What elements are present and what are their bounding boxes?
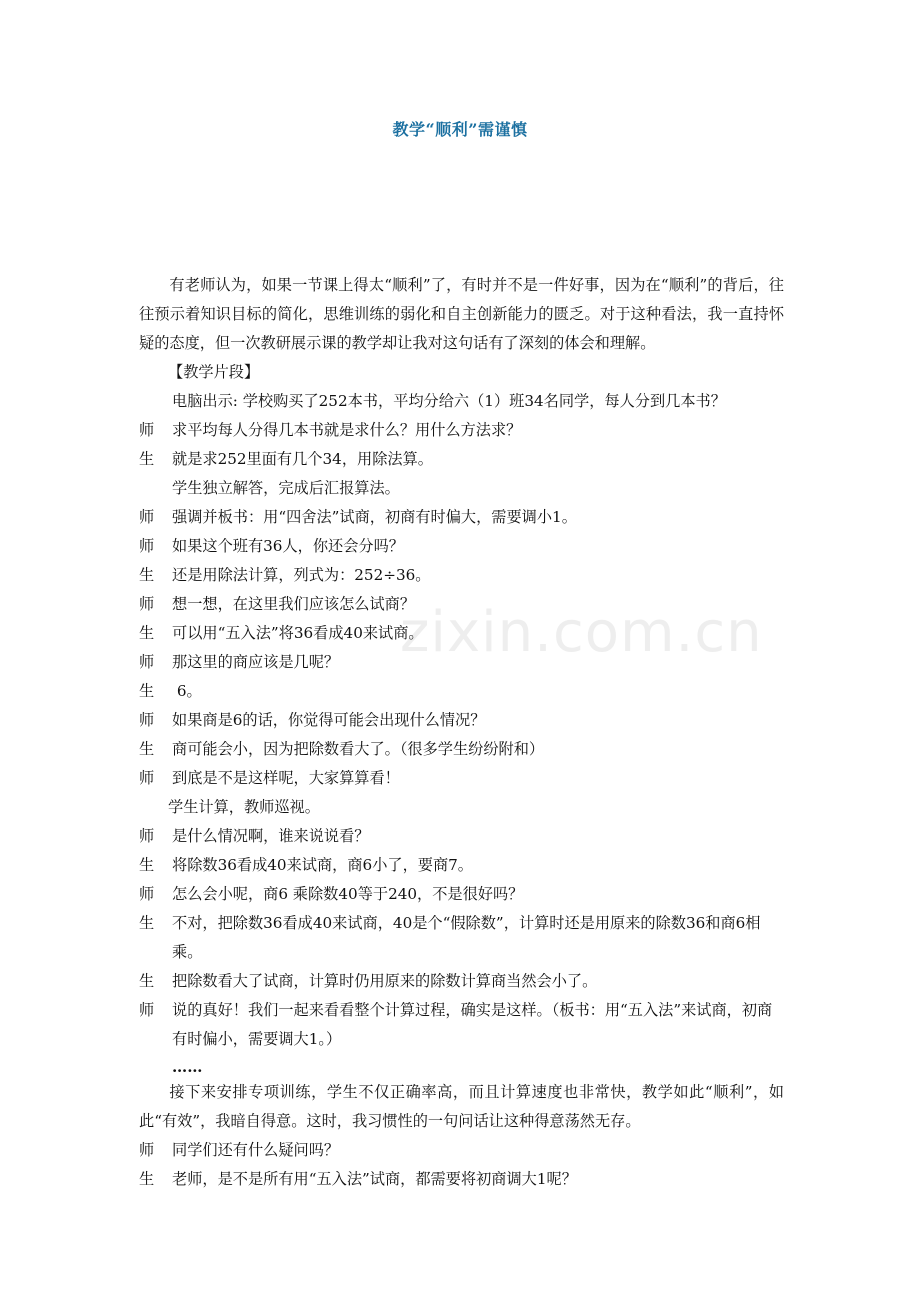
speech-text: 如果这个班有36人，你还会分吗？	[172, 537, 404, 555]
narration-note: 学生计算，教师巡视。	[168, 798, 320, 816]
dialog-line	[139, 677, 784, 706]
section-heading: 【教学片段】	[168, 363, 260, 381]
speaker-label: 师	[139, 508, 155, 526]
dialog-block-2	[139, 503, 784, 793]
speech-text: 那这里的商应该是几呢？	[172, 653, 340, 671]
speaker-label: 师	[139, 1141, 155, 1159]
speech-text: 就是求252里面有几个34，用除法算。	[172, 450, 433, 468]
dialog-line	[139, 706, 784, 735]
dialog-line	[139, 416, 784, 445]
dialog-line	[139, 822, 784, 851]
speaker-label: 师	[139, 827, 155, 845]
speech-text: 到底是不是这样呢，大家算算看！	[172, 769, 400, 787]
speaker-label: 生	[139, 1170, 155, 1188]
speaker-label: 生	[139, 624, 155, 642]
speaker-label: 生	[139, 450, 155, 468]
dialog-line	[139, 996, 784, 1054]
dialog-line	[139, 735, 784, 764]
speech-text: 将除数36看成40来试商，商6小了，要商7。	[172, 856, 473, 874]
ellipsis-mark: ……	[172, 1058, 203, 1076]
dialog-block-1	[139, 416, 784, 474]
speaker-label: 师	[139, 537, 155, 555]
speech-text: 是什么情况啊，谁来说说看？	[172, 827, 370, 845]
speaker-label: 师	[139, 711, 155, 729]
speaker-label: 生	[139, 972, 155, 990]
speech-text: 如果商是6的话，你觉得可能会出现什么情况？	[172, 711, 486, 729]
problem-statement: 电脑出示: 学校购买了252本书，平均分给六（1）班34名同学，每人分到几本书？	[172, 392, 726, 410]
dialog-line	[139, 445, 784, 474]
dialog-line	[139, 1165, 784, 1194]
dialog-block-4	[139, 1136, 784, 1194]
speech-text: 6。	[172, 682, 202, 700]
speaker-label: 师	[139, 421, 155, 439]
dialog-line	[139, 909, 784, 967]
speech-text: 强调并板书：用“四舍法”试商，初商有时偏大，需要调小1。	[172, 508, 577, 526]
speech-text: 说的真好！我们一起来看看整个计算过程，确实是这样。（板书：用“五入法”来试商，初商有时偏小，需要调大1。）	[172, 1001, 773, 1048]
speech-text: 求平均每人分得几本书就是求什么？用什么方法求？	[172, 421, 522, 439]
dialog-line	[139, 1136, 784, 1165]
speaker-label: 师	[139, 769, 155, 787]
document-body	[139, 271, 784, 1194]
speaker-label: 生	[139, 914, 155, 932]
speaker-label: 师	[139, 595, 155, 613]
speech-text: 想一想，在这里我们应该怎么试商？	[172, 595, 415, 613]
speaker-label: 生	[139, 740, 155, 758]
watermark: zixin.com.cn	[400, 600, 763, 665]
speech-text: 可以用“五入法”将36看成40来试商。	[172, 624, 424, 642]
dialog-line	[139, 532, 784, 561]
dialog-line	[139, 851, 784, 880]
speech-text: 怎么会小呢，商6 乘除数40等于240，不是很好吗？	[172, 885, 524, 903]
narration-note: 学生独立解答，完成后汇报算法。	[172, 479, 400, 497]
dialog-line	[139, 967, 784, 996]
speech-text: 还是用除法计算，列式为：252÷36。	[172, 566, 431, 584]
intro-paragraph: 有老师认为，如果一节课上得太“顺利”了，有时并不是一件好事，因为在“顺利”的背后，往往预示着知识目标的简化，思维训练的弱化和自主创新能力的匮乏。对于这种看法，我一直持怀疑的态度，但一次教研展示课的教学却让我对这句话有了深刻的体会和理解。	[139, 276, 784, 352]
dialog-line	[139, 880, 784, 909]
dialog-line	[139, 590, 784, 619]
speaker-label: 师	[139, 1001, 155, 1019]
dialog-line	[139, 648, 784, 677]
speaker-label: 生	[139, 856, 155, 874]
speech-text: 不对，把除数36看成40来试商，40是个“假除数”，计算时还是用原来的除数36和商6相乘。	[172, 914, 761, 961]
dialog-line	[139, 764, 784, 793]
speech-text: 商可能会小，因为把除数看大了。（很多学生纷纷附和）	[172, 740, 545, 758]
outro-paragraph: 接下来安排专项训练，学生不仅正确率高，而且计算速度也非常快，教学如此“顺利”，如此“有效”，我暗自得意。这时，我习惯性的一句问话让这种得意荡然无存。	[139, 1083, 784, 1130]
speaker-label: 师	[139, 885, 155, 903]
dialog-line	[139, 503, 784, 532]
speech-text: 老师，是不是所有用“五入法”试商，都需要将初商调大1呢？	[172, 1170, 577, 1188]
speech-text: 把除数看大了试商，计算时仍用原来的除数计算商当然会小了。	[172, 972, 598, 990]
speaker-label: 生	[139, 682, 155, 700]
dialog-line	[139, 619, 784, 648]
speaker-label: 生	[139, 566, 155, 584]
document-title: 教学“顺利”需谨慎	[392, 120, 528, 139]
dialog-line	[139, 561, 784, 590]
dialog-block-3	[139, 822, 784, 1054]
speech-text: 同学们还有什么疑问吗？	[172, 1141, 340, 1159]
speaker-label: 师	[139, 653, 155, 671]
